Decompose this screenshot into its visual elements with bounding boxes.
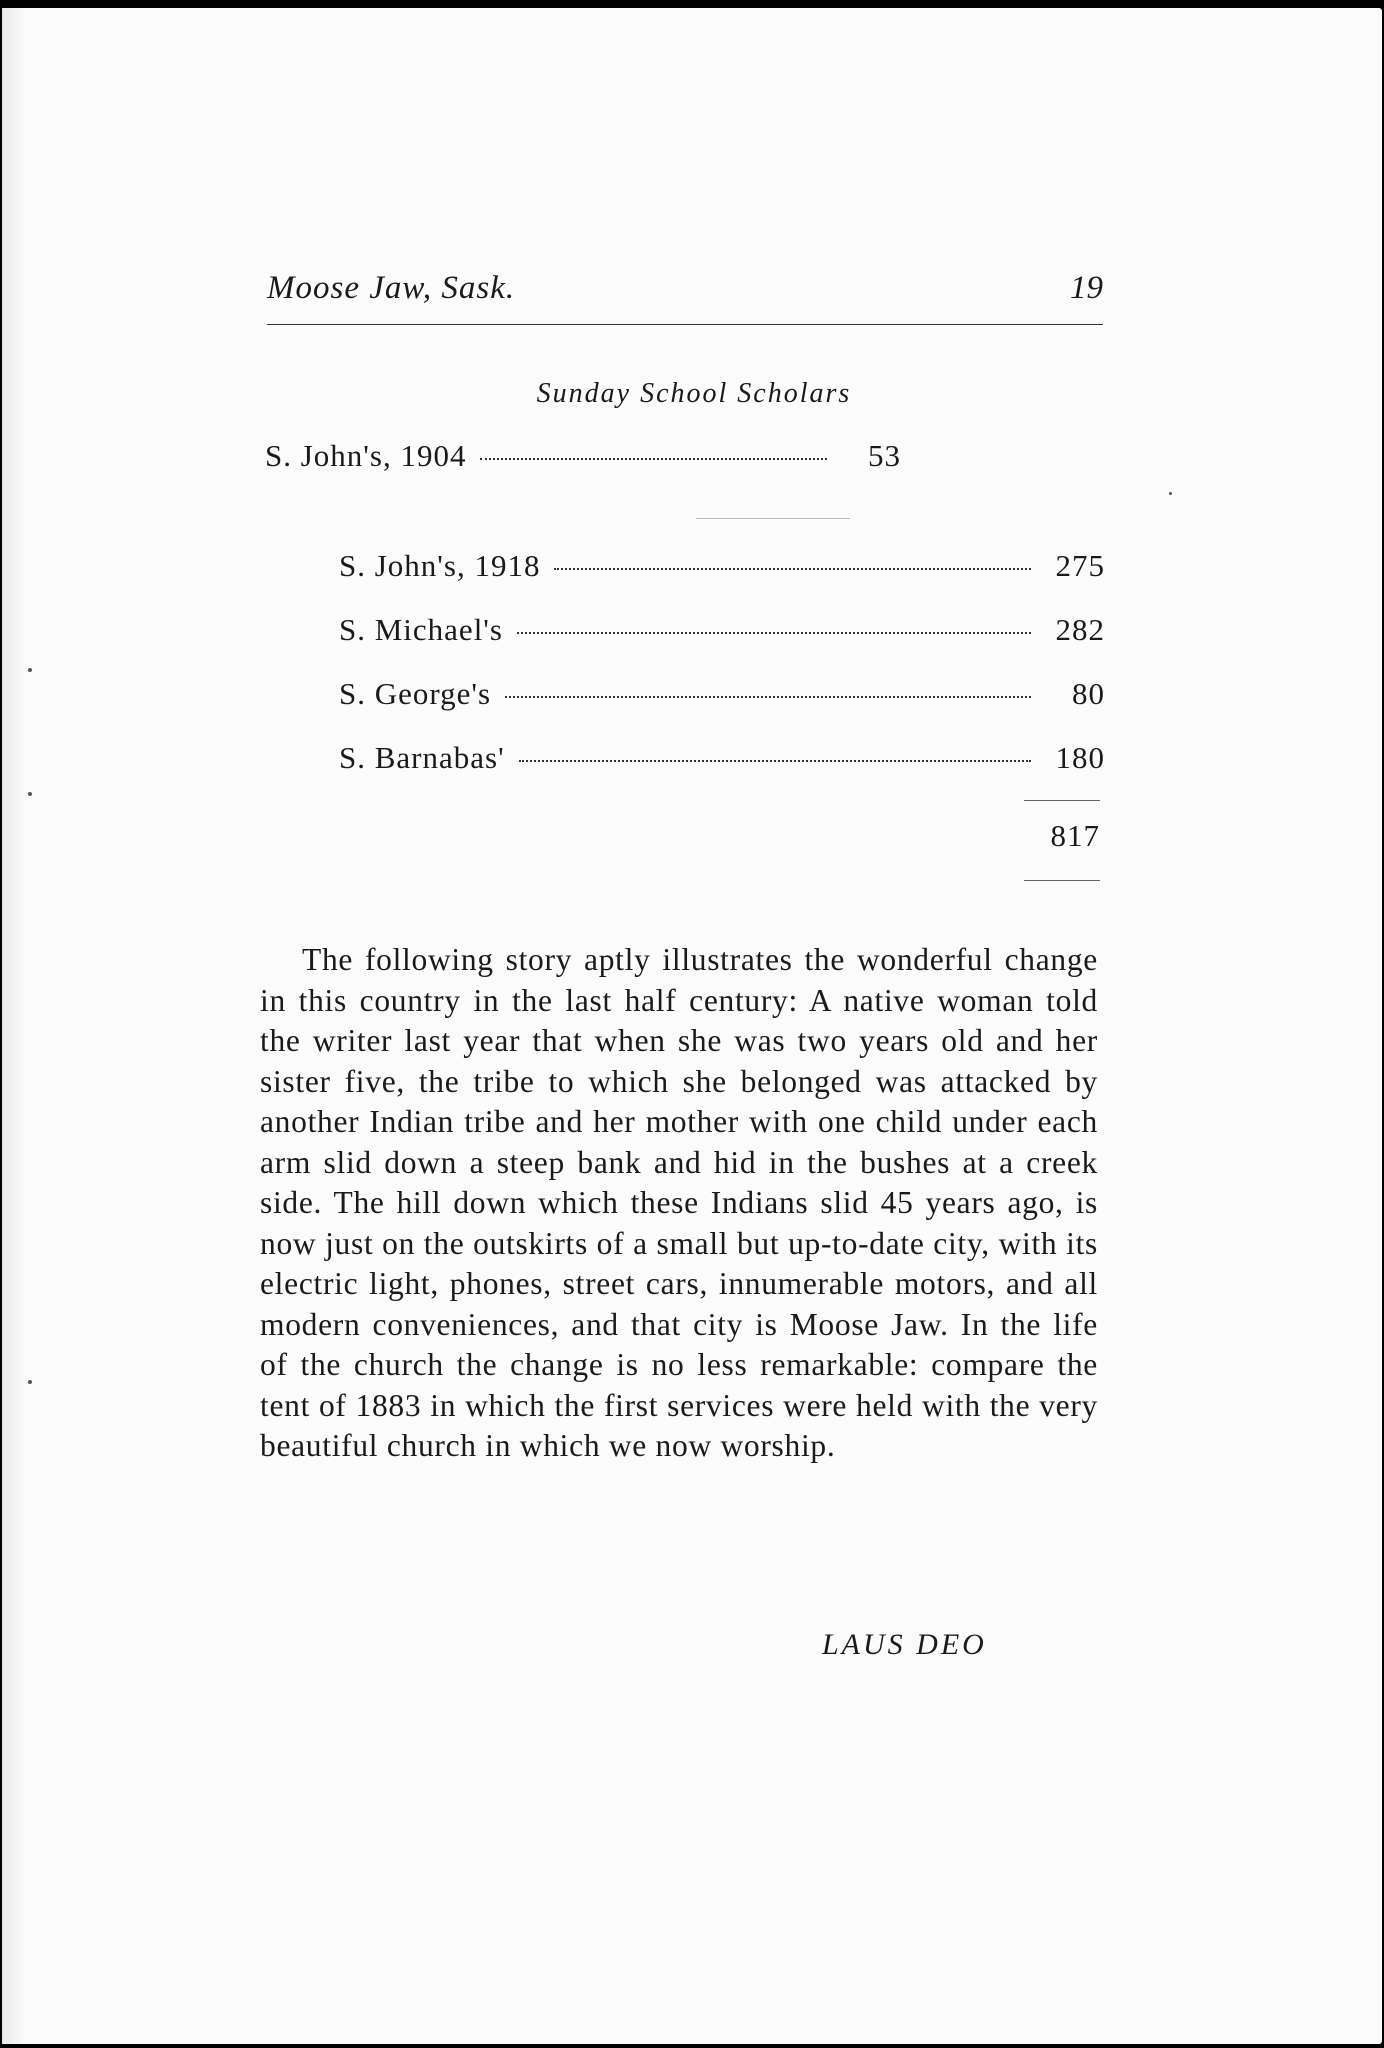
- paper-speck: [28, 1380, 32, 1384]
- paper-speck: [28, 792, 32, 796]
- dot-leader: [505, 696, 1031, 698]
- running-header: [267, 270, 1103, 325]
- scholars-1904-row: [265, 438, 901, 478]
- scholars-row: [339, 676, 1105, 716]
- page-spine-shadow: [2, 8, 24, 2044]
- row-value: 275: [1055, 548, 1105, 583]
- scholars-row: [339, 548, 1105, 588]
- row-label: S. Michael's: [339, 612, 503, 647]
- book-page: [2, 8, 1382, 2044]
- dot-leader: [519, 760, 1031, 762]
- scholars-row: [339, 740, 1105, 780]
- row-label: S. John's, 1904: [265, 438, 467, 473]
- row-value: 180: [1055, 740, 1105, 775]
- row-value: 80: [1072, 676, 1105, 711]
- closing-line: LAUS DEO: [822, 1628, 987, 1661]
- paper-speck: [28, 668, 32, 672]
- total-value: 817: [1050, 818, 1100, 853]
- page-number: 19: [1070, 270, 1103, 306]
- row-label: S. George's: [339, 676, 492, 711]
- section-title: Sunday School Scholars: [536, 378, 852, 409]
- scholars-row: [339, 612, 1105, 652]
- paper-speck: [1169, 492, 1172, 495]
- dot-leader: [480, 458, 827, 460]
- row-value: 53: [868, 438, 901, 473]
- row-label: S. Barnabas': [339, 740, 505, 775]
- dot-leader: [517, 632, 1031, 634]
- story-paragraph: The following story aptly illustrates the wonderful change in this country in the last half century: A native woman told the writer last year that when she was two years old and her sister five, the tribe to which she belonged was attacked by another Indian tribe and her mother with one child under each arm slid down a steep bank and hid in the bushes at a creek side. The hill down which these Indians slid 45 years ago, is now just on the outskirts of a small but up-to-date city, with its electric light, phones, street cars, innumerable motors, and all modern conveniences, and that city is Moose Jaw. In the life of the church the change is no less remarkable: compare the tent of 1883 in which the first services were held with the very beautiful church in which we now worship.: [260, 942, 1098, 1463]
- row-value: 282: [1055, 612, 1105, 647]
- sum-rule: [1024, 800, 1100, 801]
- dot-leader: [554, 568, 1031, 570]
- section-divider: [696, 518, 850, 519]
- total-underline: [1024, 880, 1100, 881]
- row-label: S. John's, 1918: [339, 548, 541, 583]
- running-header-title: Moose Jaw, Sask.: [267, 270, 516, 306]
